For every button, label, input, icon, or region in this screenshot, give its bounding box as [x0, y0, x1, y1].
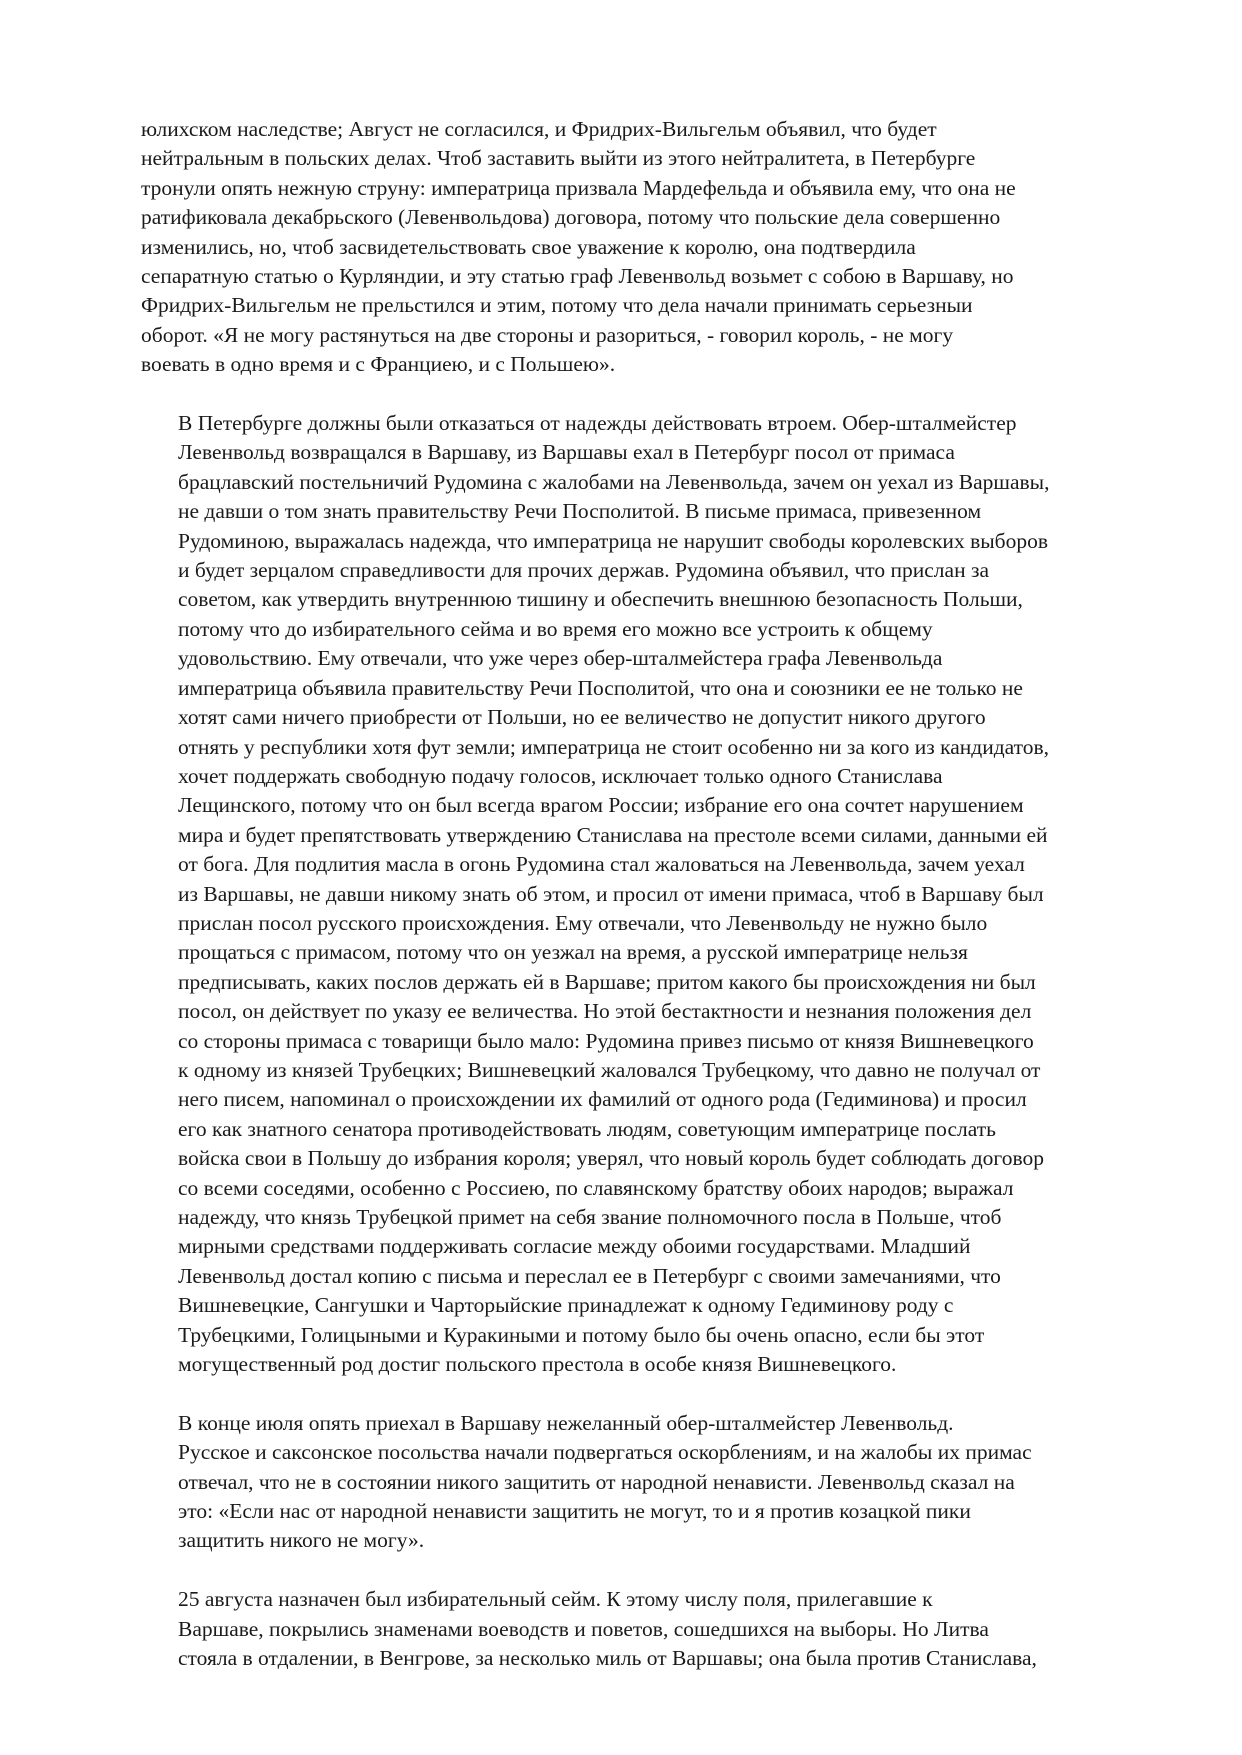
text-line: Варшаве, покрылись знаменами воеводств и поветов, сошедшихся на выборы. Но Литва: [178, 1616, 989, 1641]
text-line: удовольствию. Ему отвечали, что уже через обер-шталмейстера графа Левенвольда: [178, 646, 943, 671]
text-line: Трубецкими, Голицыными и Куракиными и потому было бы очень опасно, если бы этот: [178, 1322, 985, 1347]
text-line: это: «Если нас от народной ненависти защитить не могут, то и я против козацкой пики: [178, 1499, 971, 1524]
text-line: изменились, но, чтоб засвидетельствовать свое уважение к королю, она подтвердила: [141, 234, 916, 259]
text-line: нейтральным в польских делах. Чтоб заставить выйти из этого нейтралитета, в Петербурге: [141, 146, 976, 171]
text-line: защитить никого не могу».: [178, 1528, 425, 1553]
text-line: Левенвольд возвращался в Варшаву, из Варшавы ехал в Петербург посол от примаса: [178, 440, 955, 465]
text-line: советом, как утвердить внутреннюю тишину и обеспечить внешнюю безопасность Польши,: [178, 587, 1023, 612]
text-line: ратификовала декабрьского (Левенвольдова) договора, потому что польские дела совершенно: [141, 205, 1001, 230]
text-line: стояла в отдалении, в Венгрове, за несколько миль от Варшавы; она была против Станислава,: [178, 1646, 1037, 1671]
text-line: В конце июля опять приехал в Варшаву нежеланный обер-шталмейстер Левенвольд.: [178, 1410, 954, 1435]
text-line: к одному из князей Трубецких; Вишневецкий жаловался Трубецкому, что давно не получал от: [178, 1057, 1041, 1082]
paragraph-4: [141, 1585, 1141, 1673]
text-line: прощаться с примасом, потому что он уезжал на время, а русской императрице нельзя: [178, 940, 968, 965]
text-line: Рудоминою, выражалась надежда, что императрица не нарушит свободы королевских выборов: [178, 528, 1049, 553]
text-line: 25 августа назначен был избирательный сейм. К этому числу поля, прилегавшие к: [178, 1587, 933, 1612]
text-line: Вишневецкие, Сангушки и Чарторыйские принадлежат к одному Гедиминову роду с: [178, 1293, 954, 1318]
text-line: Лещинского, потому что он был всегда врагом России; избрание его она сочтет нарушением: [178, 793, 1024, 818]
text-line: хочет поддержать свободную подачу голосов, исключает только одного Станислава: [178, 763, 943, 788]
text-line: мирными средствами поддерживать согласие между обоими государствами. Младший: [178, 1234, 971, 1259]
document-body: [141, 115, 1141, 1673]
text-line: тронули опять нежную струну: императрица призвала Мардефельда и объявила ему, что она не: [141, 175, 1016, 200]
text-line: оборот. «Я не могу растянуться на две стороны и разориться, - говорил король, - не могу: [141, 322, 954, 347]
text-line: императрица объявила правительству Речи Посполитой, что она и союзники ее не только не: [178, 675, 1023, 700]
text-line: со всеми соседями, особенно с Россиею, по славянскому братству обоих народов; выражал: [178, 1175, 1014, 1200]
text-line: юлихском наследстве; Август не согласился, и Фридрих-Вильгельм объявил, что будет: [141, 117, 937, 141]
text-line: его как знатного сенатора противодействовать людям, советующим императрице послать: [178, 1116, 996, 1141]
text-line: надежду, что князь Трубецкой примет на себя звание полномочного посла в Польше, чтоб: [178, 1205, 1002, 1230]
text-line: В Петербурге должны были отказаться от надежды действовать втроем. Обер-шталмейстер: [178, 411, 1017, 436]
text-line: со стороны примаса с товарищи было мало: Рудомина привез письмо от князя Вишневецкого: [178, 1028, 1034, 1053]
text-line: него писем, напоминал о происхождении их фамилий от одного рода (Гедиминова) и просил: [178, 1087, 1027, 1112]
text-line: предписывать, каких послов держать ей в Варшаве; притом какого бы происхождения ни был: [178, 969, 1036, 994]
document-page: [141, 115, 1141, 1703]
text-line: сепаратную статью о Курляндии, и эту статью граф Левенвольд возьмет с собою в Варшаву, но: [141, 264, 1014, 289]
text-line: и будет зерцалом справедливости для прочих держав. Рудомина объявил, что прислан за: [178, 558, 989, 583]
paragraph-2: [141, 409, 1141, 1379]
paragraph-1: [141, 115, 1141, 380]
text-line: могущественный род достиг польского престола в особе князя Вишневецкого.: [178, 1352, 897, 1377]
text-line: не давши о том знать правительству Речи Посполитой. В письме примаса, привезенном: [178, 499, 982, 524]
text-line: Русское и саксонское посольства начали подвергаться оскорблениям, и на жалобы их примас: [178, 1440, 1032, 1465]
text-line: брацлавский постельничий Рудомина с жалобами на Левенвольда, зачем он уехал из Варшавы,: [178, 469, 1050, 494]
text-line: из Варшавы, не давши никому знать об этом, и просил от имени примаса, чтоб в Варшаву был: [178, 881, 1044, 906]
text-line: хотят сами ничего приобрести от Польши, но ее величество не допустит никого другого: [178, 705, 986, 730]
text-line: воевать в одно время и с Франциею, и с Польшею».: [141, 352, 616, 377]
paragraph-3: [141, 1409, 1141, 1556]
text-line: войска свои в Польшу до избрания короля; уверял, что новый король будет соблюдать договор: [178, 1146, 1044, 1171]
text-line: от бога. Для подлития масла в огонь Рудомина стал жаловаться на Левенвольда, зачем уехал: [178, 852, 1025, 877]
text-line: отвечал, что не в состоянии никого защитить от народной ненависти. Левенвольд сказал на: [178, 1469, 1015, 1494]
text-line: мира и будет препятствовать утверждению Станислава на престоле всеми силами, данными ей: [178, 822, 1048, 847]
text-line: посол, он действует по указу ее величества. Но этой бестактности и незнания положения дел: [178, 999, 1032, 1024]
text-line: отнять у республики хотя фут земли; императрица не стоит особенно ни за кого из кандидатов,: [178, 734, 1050, 759]
text-line: прислан посол русского происхождения. Ему отвечали, что Левенвольду не нужно было: [178, 910, 988, 935]
text-line: Фридрих-Вильгельм не прельстился и этим, потому что дела начали принимать серьезныи: [141, 293, 973, 318]
text-line: потому что до избирательного сейма и во время его можно все устроить к общему: [178, 616, 933, 641]
text-line: Левенвольд достал копию с письма и переслал ее в Петербург с своими замечаниями, что: [178, 1263, 1001, 1288]
